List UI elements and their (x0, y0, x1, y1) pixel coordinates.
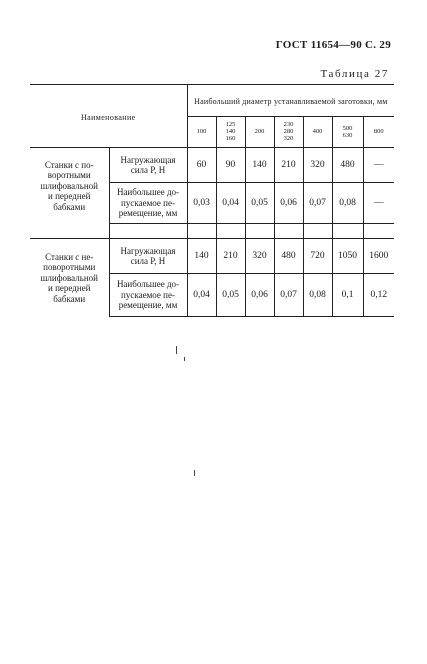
param-label: Нагружающая сила P, Н (109, 148, 187, 183)
table-row (30, 148, 394, 183)
table-cell: 210 (274, 148, 303, 183)
diameter-group-header: Наибольший диаметр устанавливаемой заготовки, мм (187, 85, 394, 117)
table-cell: 0,04 (187, 274, 216, 317)
table-cell: 0,07 (303, 183, 332, 224)
group-title: Станки с по- воротными шлифовальной и передней бабками (30, 148, 109, 224)
table-cell: 1050 (332, 239, 363, 274)
column-header: 125 140 160 (216, 116, 245, 148)
table-cell: 0,05 (216, 274, 245, 317)
data-table (30, 84, 394, 317)
table-row (30, 239, 394, 274)
table-cell: 0,05 (245, 183, 274, 224)
table-cell: 140 (245, 148, 274, 183)
table-cell: 320 (303, 148, 332, 183)
column-header: 230 280 320 (274, 116, 303, 148)
scan-speck (194, 470, 195, 476)
table-cell: 210 (216, 239, 245, 274)
table-label: Таблица 27 (320, 68, 389, 80)
table-cell: 480 (332, 148, 363, 183)
group-title: Станки с не- поворотными шлифовальной и передней бабками (30, 239, 109, 317)
table-cell: 0,1 (332, 274, 363, 317)
table-cell: 0,07 (274, 274, 303, 317)
table-cell: 480 (274, 239, 303, 274)
table-cell: 0,03 (187, 183, 216, 224)
table-cell: 320 (245, 239, 274, 274)
name-header: Наименование (30, 85, 187, 148)
table-cell: 0,06 (245, 274, 274, 317)
column-header: 800 (363, 116, 394, 148)
table-cell: 90 (216, 148, 245, 183)
scan-speck (184, 357, 185, 361)
table-cell: — (363, 148, 394, 183)
table-cell: 0,12 (363, 274, 394, 317)
table-cell: 0,06 (274, 183, 303, 224)
column-header: 500 630 (332, 116, 363, 148)
param-label: Наибольшее до- пускаемое пе- ремещение, мм (109, 274, 187, 317)
column-header: 400 (303, 116, 332, 148)
column-header: 200 (245, 116, 274, 148)
table-cell: 0,04 (216, 183, 245, 224)
param-label: Нагружающая сила P, Н (109, 239, 187, 274)
page-header: ГОСТ 11654—90 С. 29 (275, 39, 391, 51)
table-cell: — (363, 183, 394, 224)
table-cell: 140 (187, 239, 216, 274)
table-cell: 60 (196, 160, 207, 170)
table-cell: 0,08 (332, 183, 363, 224)
table-cell: 720 (303, 239, 332, 274)
table-cell: 0,08 (303, 274, 332, 317)
row-gap (30, 224, 394, 239)
table-cell: 1600 (363, 239, 394, 274)
column-header: 100 (187, 116, 216, 148)
param-label: Наибольшее до- пускаемое пе- ремещение, мм (109, 183, 187, 224)
scan-speck (176, 346, 177, 354)
